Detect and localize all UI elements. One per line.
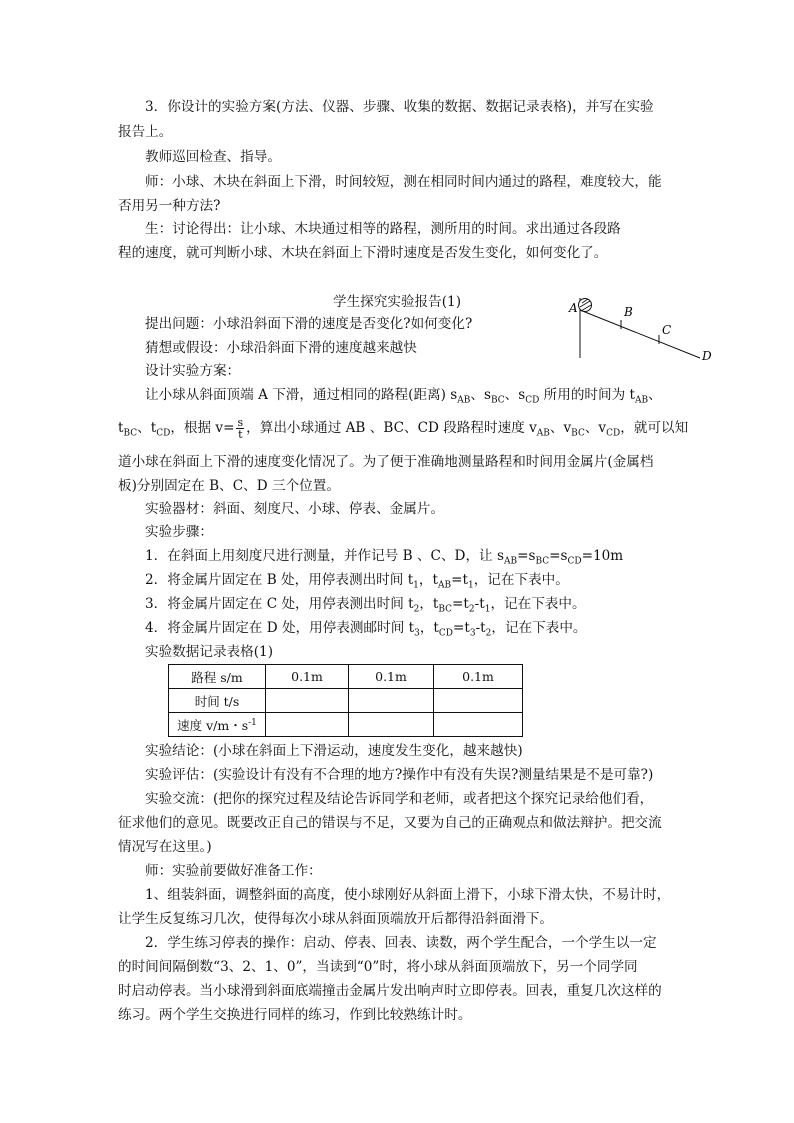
report-steps-label: 实验步骤： <box>145 524 213 540</box>
report-equipment: 实验器材：斜面、刻度尺、小球、停表、金属片。 <box>145 501 445 517</box>
report-exchange: 征求他们的意见。既要改正自己的错误与不足，又要为自己的正确观点和做法辩护。把交流 <box>118 815 662 831</box>
report-hypothesis: 猜想或假设：小球沿斜面下滑的速度越来越快 <box>145 340 417 356</box>
label-a: A <box>569 301 578 315</box>
data-record-table <box>168 664 523 737</box>
table-cell <box>434 689 523 713</box>
label-c: C <box>662 323 672 337</box>
report-question: 提出问题：小球沿斜面下滑的速度是否变化?如何变化? <box>145 316 473 332</box>
ball-icon <box>579 299 592 312</box>
label-b: B <box>624 305 633 319</box>
table-cell <box>349 713 434 737</box>
table-cell: 时间 t/s <box>169 689 266 713</box>
para-line: 3．你设计的实验方案(方法、仪器、步骤、收集的数据、数据记录表格)，并写在实验 <box>145 99 654 115</box>
design-line-1: 让小球从斜面顶端 A 下滑，通过相同的路程(距离) $s_{AB}$、$s_{BC}$、$s_{CD}$ 所用的时间为 $t_{AB}$、 <box>145 387 662 406</box>
step-3: 3．将金属片固定在 C 处，用停表测出时间 $t_2$，$t_{BC}=t_2-t_1$，记在下表中。 <box>145 596 586 615</box>
para-line: 师：实验前要做好准备工作： <box>145 863 322 879</box>
report-exchange: 情况写在这里。) <box>118 839 212 855</box>
velocity-fraction: $\frac{s}{t}$ <box>237 416 244 441</box>
para-line: 1、组装斜面，调整斜面的高度，使小球刚好从斜面上滑下，小球下滑太快，不易计时， <box>145 887 671 903</box>
design-line-4: 板)分别固定在 B、C、D 三个位置。 <box>118 478 340 494</box>
report-title: 学生探究实验报告(1) <box>333 294 462 310</box>
incline-surface <box>580 310 700 358</box>
report-evaluation: 实验评估：(实验设计有没有不合理的地方?操作中有没有失误?测量结果是不是可靠?) <box>145 767 654 783</box>
step-4: 4．将金属片固定在 D 处，用停表测邮时间 $t_3$，$t_{CD}=t_3-t_2$，记在下表中。 <box>145 620 587 639</box>
design-line-2: $t_{BC}$、$t_{CD}$，根据 v= $\frac{s}{t}$ ，算出小球通过 AB 、BC、CD 段路程时速度 $v_{AB}$、$v_{BC}$、$v_{CD}$，就可以知 <box>118 416 689 441</box>
report-conclusion: 实验结论：(小球在斜面上下滑运动，速度发生变化，越来越快) <box>145 743 523 759</box>
table-cell <box>266 689 349 713</box>
step-2: 2．将金属片固定在 B 处，用停表测出时间 $t_1$，$t_{AB}=t_1$，记在下表中。 <box>145 572 569 591</box>
para-line: 让学生反复练习几次，使得每次小球从斜面顶端放开后都得沿斜面滑下。 <box>118 911 553 927</box>
table-cell <box>434 713 523 737</box>
table-cell: 0.1m <box>434 665 523 689</box>
report-design-label: 设计实验方案： <box>145 363 241 379</box>
para-line: 否用另一种方法? <box>118 198 221 214</box>
para-line: 师：小球、木块在斜面上下滑，时间较短，测在相同时间内通过的路程，难度较大，能 <box>145 174 662 190</box>
table-label: 实验数据记录表格(1) <box>145 644 274 660</box>
para-line: 程的速度，就可判断小球、木块在斜面上下滑时速度是否发生变化，如何变化了。 <box>118 245 608 261</box>
table-cell: 0.1m <box>349 665 434 689</box>
para-line: 练习。两个学生交换进行同样的练习，作到比较熟练计时。 <box>118 1007 472 1023</box>
step-1: 1．在斜面上用刻度尺进行测量，并作记号 B 、C、D，让 $s_{AB}=s_{BC}=s_{CD}=10m$ <box>145 548 624 567</box>
table-cell: 速度 v/m・$s^{-1}$ <box>169 713 266 737</box>
para-line: 生：讨论得出：让小球、木块通过相等的路程，测所用的时间。求出通过各段路 <box>145 221 621 237</box>
incline-diagram <box>560 292 720 362</box>
para-line: 2．学生练习停表的操作：启动、停表、回表、读数，两个学生配合，一个学生以一定 <box>145 935 657 951</box>
table-cell <box>349 689 434 713</box>
para-line: 的时间间隔倒数“3、2、1、0”，当读到“0”时，将小球从斜面顶端放下，另一个同学同 <box>118 959 638 975</box>
para-line: 报告上。 <box>118 124 173 140</box>
para-line: 时启动停表。当小球滑到斜面底端撞击金属片发出响声时立即停表。回表，重复几次这样的 <box>118 983 662 999</box>
table-row <box>169 713 523 737</box>
label-d: D <box>702 349 712 362</box>
para-line: 教师巡回检查、指导。 <box>145 149 281 165</box>
table-cell: 0.1m <box>266 665 349 689</box>
table-cell: 路程 s/m <box>169 665 266 689</box>
table-row <box>169 689 523 713</box>
design-line-3: 道小球在斜面上下滑的速度变化情况了。为了便于准确地测量路程和时间用金属片(金属档 <box>118 454 654 470</box>
table-row <box>169 665 523 689</box>
table-cell <box>266 713 349 737</box>
report-exchange: 实验交流：(把你的探究过程及结论告诉同学和老师，或者把这个探究记录给他们看， <box>145 791 654 807</box>
